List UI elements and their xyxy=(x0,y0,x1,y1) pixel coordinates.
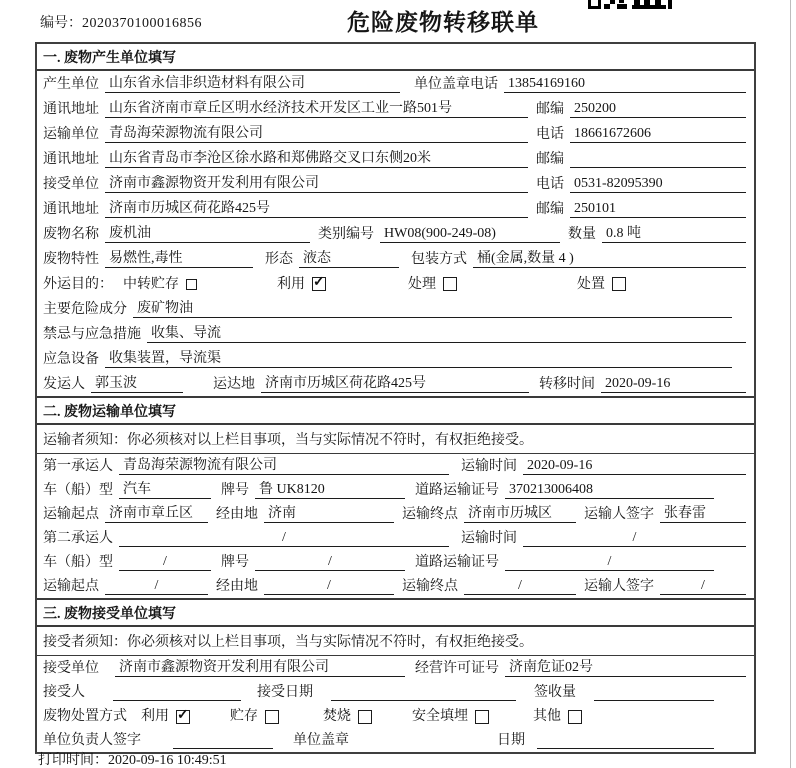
plate1-label: 牌号 xyxy=(221,483,249,498)
via1-label: 经由地 xyxy=(216,507,258,522)
carrier1-label: 第一承运人 xyxy=(43,459,113,474)
start1-field[interactable]: 济南市章丘区 xyxy=(105,505,208,523)
signed-amount-label: 签收量 xyxy=(534,685,576,700)
route2-row xyxy=(37,574,754,598)
purpose-label: 外运目的： xyxy=(43,277,113,292)
taboo-label: 禁忌与应急措施 xyxy=(43,327,141,342)
via2-label: 经由地 xyxy=(216,579,258,594)
accept-unit-field[interactable]: 济南市鑫源物资开发利用有限公司 xyxy=(115,659,405,677)
carrier1-row xyxy=(37,454,754,478)
end1-label: 运输终点 xyxy=(402,507,458,522)
acceptor-label: 接受人 xyxy=(43,685,85,700)
producer-zip-label: 邮编 xyxy=(536,102,564,117)
receiver-phone-field[interactable]: 0531-82095390 xyxy=(570,175,746,193)
via1-field[interactable]: 济南 xyxy=(264,505,394,523)
vehicle1-label: 车（船）型 xyxy=(43,483,113,498)
packing-label: 包装方式 xyxy=(411,252,467,267)
transporter-phone-field[interactable]: 18661672606 xyxy=(570,125,746,143)
quantity-field[interactable]: 0.8 吨 xyxy=(602,225,746,243)
receiver-notice: 接受者须知：你必须核对以上栏目事项，当与实际情况不符时，有权拒绝接受。 xyxy=(43,635,533,650)
transit-storage-checkbox[interactable] xyxy=(186,279,197,290)
carrier2-label: 第二承运人 xyxy=(43,531,113,546)
transporter-zip-label: 邮编 xyxy=(536,152,564,167)
producer-address-label: 通讯地址 xyxy=(43,102,99,117)
disposal-method-row xyxy=(37,704,754,728)
receiver-phone-label: 电话 xyxy=(536,177,564,192)
road-permit2-field[interactable]: / xyxy=(505,553,714,571)
transport-time1-field[interactable]: 2020-09-16 xyxy=(523,457,746,475)
disposal-store-checkbox[interactable] xyxy=(265,710,279,724)
transporter-notice: 运输者须知：你必须核对以上栏目事项，当与实际情况不符时，有权拒绝接受。 xyxy=(43,433,533,448)
waste-name-field[interactable]: 废机油 xyxy=(105,225,310,243)
disposal-other-checkbox[interactable] xyxy=(568,710,582,724)
road-permit1-label: 道路运输证号 xyxy=(415,483,499,498)
producer-address-field[interactable]: 山东省济南市章丘区明水经济技术开发区工业一路501号 xyxy=(105,100,528,118)
transit-storage-label: 中转贮存 xyxy=(123,277,179,292)
date2-field[interactable] xyxy=(537,732,714,749)
packing-field[interactable]: 桶(金属,数量 4 ) xyxy=(473,250,746,268)
disposal-store-label: 贮存 xyxy=(230,709,258,724)
start2-field[interactable]: / xyxy=(105,577,208,595)
road-permit1-field[interactable]: 370213006408 xyxy=(505,481,714,499)
disposal-other-label: 其他 xyxy=(533,709,561,724)
head-signature-field[interactable] xyxy=(173,732,273,749)
receiver-address-row xyxy=(37,196,754,221)
disposal-incinerate-label: 焚烧 xyxy=(323,709,351,724)
doc-number: 2020370100016856 xyxy=(82,16,202,31)
unit-seal2-label: 单位盖章 xyxy=(293,733,349,748)
category-field[interactable]: HW08(900-249-08) xyxy=(380,225,560,243)
accept-unit-label: 接受单位 xyxy=(43,661,99,676)
plate1-field[interactable]: 鲁 UK8120 xyxy=(255,481,405,499)
road-permit2-label: 道路运输证号 xyxy=(415,555,499,570)
disposal-method-label: 废物处置方式 xyxy=(43,709,127,724)
destination-field[interactable]: 济南市历城区荷花路425号 xyxy=(261,375,529,393)
vehicle2-field[interactable]: / xyxy=(119,553,211,571)
section3-header: 三. 废物接受单位填写 xyxy=(37,598,754,627)
receiver-zip-field[interactable]: 250101 xyxy=(570,200,746,218)
qr-code-fragment xyxy=(588,0,672,10)
print-time-value: 2020-09-16 10:49:51 xyxy=(108,753,227,768)
accept-date-label: 接受日期 xyxy=(257,685,313,700)
start1-label: 运输起点 xyxy=(43,507,99,522)
hazard-label: 主要危险成分 xyxy=(43,302,127,317)
transporter-address-row xyxy=(37,146,754,171)
carrier1-field[interactable]: 青岛海荣源物流有限公司 xyxy=(119,457,449,475)
route1-row xyxy=(37,502,754,526)
receiver-address-field[interactable]: 济南市历城区荷花路425号 xyxy=(105,200,528,218)
taboo-row xyxy=(37,321,754,346)
producer-phone-field[interactable]: 13854169160 xyxy=(504,75,746,93)
utilize-label: 利用 xyxy=(277,277,305,292)
signed-amount-field[interactable] xyxy=(594,684,714,701)
transfer-date-label: 转移时间 xyxy=(539,377,595,392)
manifest-form xyxy=(35,42,756,754)
sign2-label: 运输人签字 xyxy=(584,579,654,594)
transporter-address-field[interactable]: 山东省青岛市李沧区徐水路和郑佛路交叉口东侧20米 xyxy=(105,150,528,168)
transporter-notice-row xyxy=(37,425,754,454)
end1-field[interactable]: 济南市历城区 xyxy=(464,505,576,523)
doc-number-label: 编号： xyxy=(40,16,82,31)
taboo-field[interactable]: 收集、导流 xyxy=(147,325,746,343)
disposal-landfill-label: 安全填埋 xyxy=(412,709,468,724)
equipment-field[interactable]: 收集装置，导流渠 xyxy=(105,350,732,368)
vehicle1-row xyxy=(37,478,754,502)
page-title: 危险废物转移联单 xyxy=(347,10,539,35)
receiver-field[interactable]: 济南市鑫源物资开发利用有限公司 xyxy=(105,175,528,193)
category-label: 类别编号 xyxy=(318,227,374,242)
transporter-label: 运输单位 xyxy=(43,127,99,142)
waste-character-label: 废物特性 xyxy=(43,252,99,267)
transfer-date-field[interactable]: 2020-09-16 xyxy=(601,375,746,393)
section2-header: 二. 废物运输单位填写 xyxy=(37,396,754,425)
form-label: 形态 xyxy=(265,252,293,267)
producer-label: 产生单位 xyxy=(43,77,99,92)
acceptor-field[interactable] xyxy=(113,684,241,701)
transporter-row xyxy=(37,121,754,146)
accept-date-field[interactable] xyxy=(331,684,516,701)
form-field[interactable]: 液态 xyxy=(299,250,399,268)
sign1-label: 运输人签字 xyxy=(584,507,654,522)
equipment-row xyxy=(37,346,754,371)
vehicle2-row xyxy=(37,550,754,574)
print-time-line xyxy=(38,749,227,768)
hazard-field[interactable]: 废矿物油 xyxy=(133,300,732,318)
transporter-phone-label: 电话 xyxy=(536,127,564,142)
producer-phone-label: 电话 xyxy=(470,77,498,92)
receiver-row xyxy=(37,171,754,196)
via2-field[interactable]: / xyxy=(264,577,394,595)
treat-label: 处理 xyxy=(408,277,436,292)
transport-time2-label: 运输时间 xyxy=(461,531,517,546)
waste-name-label: 废物名称 xyxy=(43,227,99,242)
license-label: 经营许可证号 xyxy=(415,661,499,676)
acceptor-row xyxy=(37,680,754,704)
hazard-row xyxy=(37,296,754,321)
producer-row xyxy=(37,71,754,96)
treat-checkbox[interactable] xyxy=(443,277,457,291)
waste-character-row xyxy=(37,246,754,271)
end2-field[interactable]: / xyxy=(464,577,576,595)
disposal-incinerate-checkbox[interactable] xyxy=(358,710,372,724)
shipper-field[interactable]: 郭玉波 xyxy=(91,375,183,393)
page-edge-line xyxy=(790,0,791,768)
section1-header: 一. 废物产生单位填写 xyxy=(37,44,754,71)
plate2-label: 牌号 xyxy=(221,555,249,570)
disposal-utilize-checkbox[interactable] xyxy=(176,710,190,724)
head-signature-label: 单位负责人签字 xyxy=(43,733,141,748)
receiver-zip-label: 邮编 xyxy=(536,202,564,217)
transporter-zip-field[interactable] xyxy=(570,151,746,168)
date2-label: 日期 xyxy=(497,733,525,748)
accept-unit-row xyxy=(37,656,754,680)
producer-field[interactable]: 山东省永信非织造材料有限公司 xyxy=(105,75,400,93)
receiver-address-label: 通讯地址 xyxy=(43,202,99,217)
producer-address-row xyxy=(37,96,754,121)
license-field[interactable]: 济南危证02号 xyxy=(505,659,746,677)
sign1-field[interactable]: 张春雷 xyxy=(660,505,746,523)
vehicle2-label: 车（船）型 xyxy=(43,555,113,570)
transport-time1-label: 运输时间 xyxy=(461,459,517,474)
end2-label: 运输终点 xyxy=(402,579,458,594)
sign2-field[interactable]: / xyxy=(660,577,746,595)
purpose-row xyxy=(37,271,754,296)
shipper-label: 发运人 xyxy=(43,377,85,392)
carrier2-row xyxy=(37,526,754,550)
destination-label: 运达地 xyxy=(213,377,255,392)
dispose-label: 处置 xyxy=(577,277,605,292)
receiver-notice-row xyxy=(37,627,754,656)
waste-character-field[interactable]: 易燃性,毒性 xyxy=(105,250,253,268)
dispose-checkbox[interactable] xyxy=(612,277,626,291)
unit-seal-label: 单位盖章 xyxy=(414,77,470,92)
transporter-address-label: 通讯地址 xyxy=(43,152,99,167)
equipment-label: 应急设备 xyxy=(43,352,99,367)
shipper-row xyxy=(37,371,754,396)
producer-zip-field[interactable]: 250200 xyxy=(570,100,746,118)
print-time-label: 打印时间： xyxy=(38,753,108,768)
utilize-checkbox[interactable] xyxy=(312,277,326,291)
quantity-label: 数量 xyxy=(568,227,596,242)
waste-name-row xyxy=(37,221,754,246)
transporter-field[interactable]: 青岛海荣源物流有限公司 xyxy=(105,125,528,143)
vehicle1-field[interactable]: 汽车 xyxy=(119,481,211,499)
receiver-label: 接受单位 xyxy=(43,177,99,192)
transport-time2-field[interactable]: / xyxy=(523,529,746,547)
plate2-field[interactable]: / xyxy=(255,553,405,571)
disposal-landfill-checkbox[interactable] xyxy=(475,710,489,724)
start2-label: 运输起点 xyxy=(43,579,99,594)
carrier2-field[interactable]: / xyxy=(119,529,449,547)
disposal-utilize-label: 利用 xyxy=(141,709,169,724)
